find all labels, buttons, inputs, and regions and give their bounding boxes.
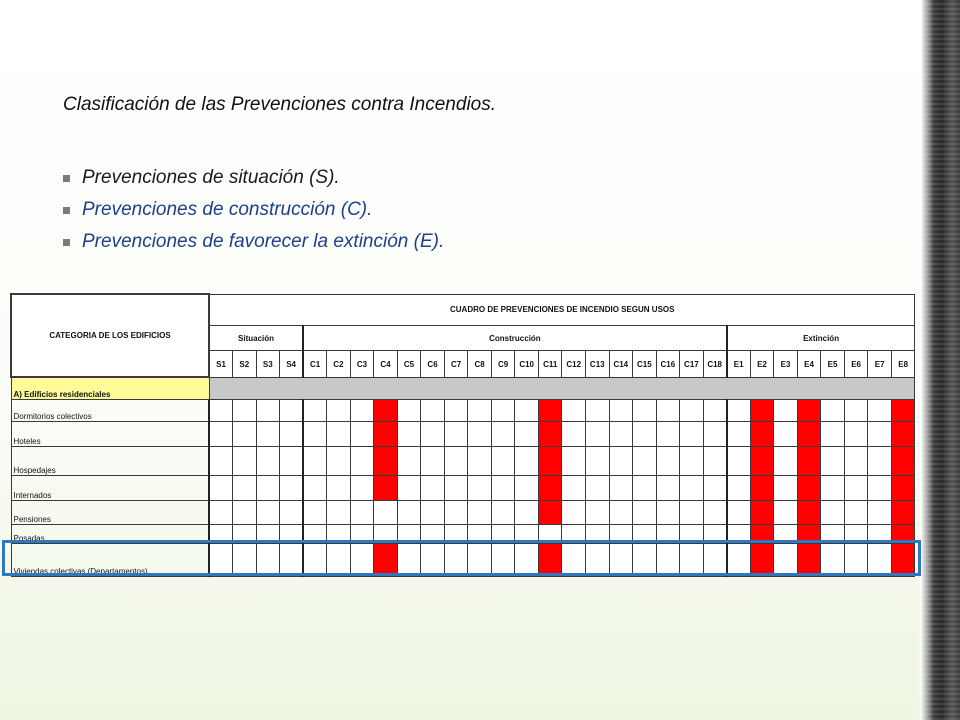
code-header: S1 [209,351,233,377]
code-header: C2 [327,351,351,377]
empty-cell [586,400,610,422]
bullet-square-icon [63,175,70,182]
marked-cell [750,476,774,500]
empty-cell [586,446,610,475]
code-header: E2 [750,351,774,377]
empty-cell [350,400,374,422]
bullet-text: Prevenciones de construcción (C). [82,199,373,220]
empty-cell [656,500,680,524]
category-header: CATEGORIA DE LOS EDIFICIOS [11,294,209,377]
marked-cell [891,422,915,446]
row-label: Hospedajes [11,446,209,475]
code-header: E7 [868,351,892,377]
group-header: Situación [209,326,303,351]
empty-cell [256,446,280,475]
marked-cell [374,446,398,475]
empty-cell [703,500,727,524]
code-header: C10 [515,351,539,377]
empty-cell [703,422,727,446]
marked-cell [538,400,562,422]
empty-cell [586,500,610,524]
empty-cell [515,500,539,524]
empty-cell [327,500,351,524]
empty-cell [515,422,539,446]
bullet-list [63,162,444,258]
empty-cell [680,446,704,475]
empty-cell [609,400,633,422]
empty-cell [444,400,468,422]
marked-cell [538,446,562,475]
code-header: S4 [280,351,304,377]
empty-cell [633,446,657,475]
empty-cell [397,422,421,446]
marked-cell [797,476,821,500]
empty-cell [209,500,233,524]
marked-cell [891,500,915,524]
empty-cell [468,400,492,422]
empty-cell [821,446,845,475]
code-header: C15 [633,351,657,377]
empty-cell [774,422,798,446]
table-row [11,446,915,475]
code-header: C18 [703,351,727,377]
empty-cell [209,400,233,422]
empty-cell [233,476,257,500]
empty-cell [868,400,892,422]
bullet-text: Prevenciones de situación (S). [82,167,340,188]
table-row [11,400,915,422]
bullet-item [63,226,444,258]
empty-cell [868,500,892,524]
empty-cell [491,500,515,524]
marked-cell [538,422,562,446]
empty-cell [468,476,492,500]
empty-cell [656,400,680,422]
code-header: C17 [680,351,704,377]
marked-cell [374,400,398,422]
marked-cell [538,476,562,500]
bullet-item [63,194,444,226]
empty-cell [774,476,798,500]
empty-cell [727,446,751,475]
empty-cell [727,400,751,422]
marked-cell [797,500,821,524]
empty-cell [633,400,657,422]
code-header: E3 [774,351,798,377]
empty-cell [868,446,892,475]
empty-cell [774,446,798,475]
empty-cell [515,400,539,422]
empty-cell [868,422,892,446]
code-header: C11 [538,351,562,377]
code-header: C12 [562,351,586,377]
empty-cell [468,422,492,446]
empty-cell [233,422,257,446]
marked-cell [891,476,915,500]
empty-cell [562,446,586,475]
empty-cell [209,422,233,446]
empty-cell [444,476,468,500]
row-highlight-box [2,540,921,576]
empty-cell [727,500,751,524]
marked-cell [750,400,774,422]
marked-cell [750,446,774,475]
empty-cell [256,400,280,422]
empty-cell [397,500,421,524]
empty-cell [609,476,633,500]
empty-cell [397,400,421,422]
bullet-text: Prevenciones de favorecer la extinción (E). [82,231,445,252]
empty-cell [491,446,515,475]
group-header: Extinción [727,326,915,351]
empty-cell [491,400,515,422]
marked-cell [750,422,774,446]
empty-cell [468,446,492,475]
empty-cell [303,422,327,446]
empty-cell [821,476,845,500]
empty-cell [421,500,445,524]
marked-cell [797,446,821,475]
empty-cell [515,446,539,475]
section-label: A) Edificios residenciales [11,377,209,399]
row-label: Hoteles [11,422,209,446]
section-shaded-band [209,377,915,399]
empty-cell [468,500,492,524]
table-row [11,476,915,500]
empty-cell [633,422,657,446]
empty-cell [844,500,868,524]
empty-cell [586,422,610,446]
empty-cell [421,476,445,500]
prevention-table [10,293,915,577]
table-row [11,500,915,524]
empty-cell [680,500,704,524]
marked-cell [750,500,774,524]
marked-cell [374,422,398,446]
empty-cell [821,500,845,524]
table-row [11,422,915,446]
empty-cell [421,400,445,422]
empty-cell [444,446,468,475]
code-header: E8 [891,351,915,377]
empty-cell [327,476,351,500]
row-label: Dormitorios colectivos [11,400,209,422]
empty-cell [280,446,304,475]
code-header: C9 [491,351,515,377]
code-header: C13 [586,351,610,377]
empty-cell [421,422,445,446]
row-label: Internados [11,476,209,500]
empty-cell [491,422,515,446]
code-header: C5 [397,351,421,377]
empty-cell [562,500,586,524]
row-label: Pensiones [11,500,209,524]
empty-cell [562,400,586,422]
empty-cell [656,476,680,500]
empty-cell [821,422,845,446]
main-header: CUADRO DE PREVENCIONES DE INCENDIO SEGUN USOS [209,294,915,326]
empty-cell [256,476,280,500]
marked-cell [891,400,915,422]
empty-cell [562,422,586,446]
group-header: Construcción [303,326,727,351]
code-header: C14 [609,351,633,377]
empty-cell [209,476,233,500]
code-header: S3 [256,351,280,377]
bullet-square-icon [63,207,70,214]
empty-cell [256,422,280,446]
empty-cell [609,422,633,446]
empty-cell [350,422,374,446]
empty-cell [515,476,539,500]
marked-cell [538,500,562,524]
empty-cell [327,446,351,475]
empty-cell [397,476,421,500]
empty-cell [444,422,468,446]
empty-cell [209,446,233,475]
code-header: E1 [727,351,751,377]
empty-cell [656,446,680,475]
empty-cell [280,476,304,500]
empty-cell [633,476,657,500]
empty-cell [844,422,868,446]
code-header: E6 [844,351,868,377]
marked-cell [891,446,915,475]
empty-cell [350,476,374,500]
row-label: Posadas [11,525,209,544]
empty-cell [233,500,257,524]
empty-cell [350,500,374,524]
empty-cell [303,400,327,422]
empty-cell [844,400,868,422]
empty-cell [609,446,633,475]
empty-cell [562,476,586,500]
code-header: C8 [468,351,492,377]
frame-edge-decoration [922,0,960,720]
row-label: Viviendas colectivas (Departamentos) [11,544,209,577]
empty-cell [703,400,727,422]
empty-cell [727,422,751,446]
empty-cell [680,422,704,446]
empty-cell [233,400,257,422]
code-header: C6 [421,351,445,377]
empty-cell [327,400,351,422]
empty-cell [774,500,798,524]
code-header: C1 [303,351,327,377]
empty-cell [350,446,374,475]
empty-cell [609,500,633,524]
empty-cell [303,500,327,524]
empty-cell [844,476,868,500]
empty-cell [633,500,657,524]
empty-cell [586,476,610,500]
marked-cell [797,422,821,446]
empty-cell [327,422,351,446]
empty-cell [868,476,892,500]
empty-cell [680,400,704,422]
slide-heading: Clasificación de las Prevenciones contra Incendios. [63,94,497,115]
code-header: E5 [821,351,845,377]
empty-cell [280,500,304,524]
empty-cell [280,422,304,446]
code-header: C16 [656,351,680,377]
empty-cell [374,500,398,524]
empty-cell [280,400,304,422]
code-header: E4 [797,351,821,377]
empty-cell [703,476,727,500]
empty-cell [256,500,280,524]
empty-cell [703,446,727,475]
empty-cell [491,476,515,500]
empty-cell [656,422,680,446]
code-header: C4 [374,351,398,377]
marked-cell [797,400,821,422]
code-header: C7 [444,351,468,377]
empty-cell [680,476,704,500]
empty-cell [727,476,751,500]
code-header: S2 [233,351,257,377]
marked-cell [374,476,398,500]
bullet-square-icon [63,239,70,246]
empty-cell [303,446,327,475]
empty-cell [444,500,468,524]
bullet-item [63,162,444,194]
empty-cell [303,476,327,500]
empty-cell [397,446,421,475]
empty-cell [774,400,798,422]
empty-cell [233,446,257,475]
empty-cell [821,400,845,422]
empty-cell [844,446,868,475]
code-header: C3 [350,351,374,377]
empty-cell [421,446,445,475]
